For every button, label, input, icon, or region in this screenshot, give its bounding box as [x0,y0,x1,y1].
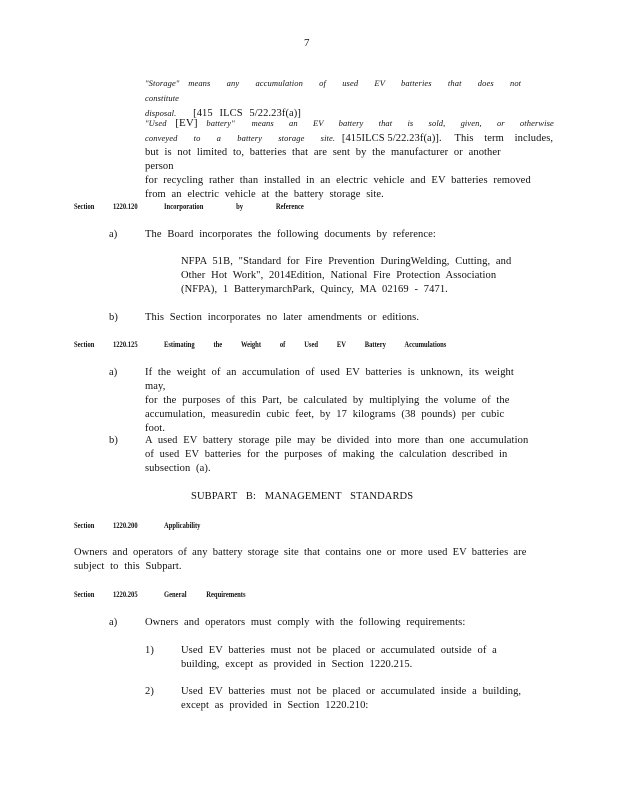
definition-text: from an electric vehicle at the battery storage site. [145,189,384,200]
paragraph-line: Used EV batteries must not be placed or accumulated outside of a [181,645,497,656]
paragraph-line: building, except as provided in Section 1220.215. [181,659,413,670]
definition-used-ev-battery [145,116,554,202]
definition-term: "Storage" [145,78,180,88]
paragraph-line: of used EV batteries for the purposes of making the calculation described in [145,449,508,460]
list-marker: a) [109,367,118,378]
section-title: Applicability [164,521,201,530]
paragraph-line: accumulation, measuredin cubic feet, by 17 kilograms (38 pounds) per cubic [145,409,505,420]
definition-term: "Used [145,118,167,128]
paragraph-line: A used EV battery storage pile may be divided into more than one accumulation [145,435,529,446]
section-number: 1220.205 [113,590,138,599]
definition-text: means an EV battery that is sold, given, or otherwise [251,118,554,128]
citation: [415 ILCS 5/22.23f(a)] [193,108,301,119]
paragraph: This Section incorporates no later amendments or editions. [145,312,420,323]
definition-text: for recycling rather than installed in an electric vehicle and EV batteries removed [145,175,531,186]
section-label: Section [74,590,95,599]
definition-text: means any accumulation of used EV batteries that does not constitute [145,78,522,103]
definition-storage [145,76,530,121]
reference-line: NFPA 51B, "Standard for Fire Prevention DuringWelding, Cutting, and [181,256,512,267]
definition-term-bracket: [EV] [175,117,198,129]
paragraph [181,644,531,672]
subpart-heading: SUBPART B: MANAGEMENT STANDARDS [191,491,414,502]
definition-term: battery" [206,118,235,128]
paragraph [74,546,544,574]
section-number: 1220.200 [113,521,138,530]
section-title: General Requirements [164,590,246,599]
nfpa-reference [181,255,531,297]
section-number: 1220.120 [113,202,138,211]
paragraph-line: Owners and operators of any battery storage site that contains one or more used EV batteries are [74,547,527,558]
reference-line: Other Hot Work", 2014Edition, National Fire Protection Association [181,270,497,281]
paragraph [145,434,535,476]
paragraph: Owners and operators must comply with the following requirements: [145,617,466,628]
section-number: 1220.125 [113,340,138,349]
reference-line: (NFPA), 1 BatterymarchPark, Quincy, MA 02169 - 7471. [181,284,448,295]
section-label: Section [74,202,95,211]
definition-text: but is not limited to, batteries that are sent by the manufacturer or another person [145,147,501,172]
paragraph [181,685,531,713]
section-title: Incorporation by Reference [164,202,304,211]
section-label: Section [74,340,95,349]
paragraph-line: for the purposes of this Part, be calculated by multiplying the volume of the [145,395,510,406]
paragraph-line: subsection (a). [145,463,211,474]
list-marker: 1) [145,645,154,656]
list-marker: b) [109,312,118,323]
paragraph-line: Used EV batteries must not be placed or accumulated inside a building, [181,686,522,697]
definition-text: disposal. [145,108,177,118]
paragraph: The Board incorporates the following documents by reference: [145,229,436,240]
definition-text: conveyed to a battery storage site. [145,133,336,143]
paragraph-line: If the weight of an accumulation of used EV batteries is unknown, its weight may, [145,367,514,392]
citation: [415ILCS 5/22.23f(a)]. [341,133,442,144]
section-label: Section [74,521,95,530]
paragraph [145,366,540,436]
list-marker: 2) [145,686,154,697]
page-number: 7 [304,37,310,49]
section-title: Estimating the Weight of Used EV Battery Accumulations [164,340,447,349]
paragraph-line: subject to this Subpart. [74,561,182,572]
definition-text: This term includes, [454,133,554,144]
list-marker: a) [109,617,118,628]
list-marker: b) [109,435,118,446]
paragraph-line: except as provided in Section 1220.210: [181,700,369,711]
list-marker: a) [109,229,118,240]
paragraph-line: foot. [145,423,166,434]
